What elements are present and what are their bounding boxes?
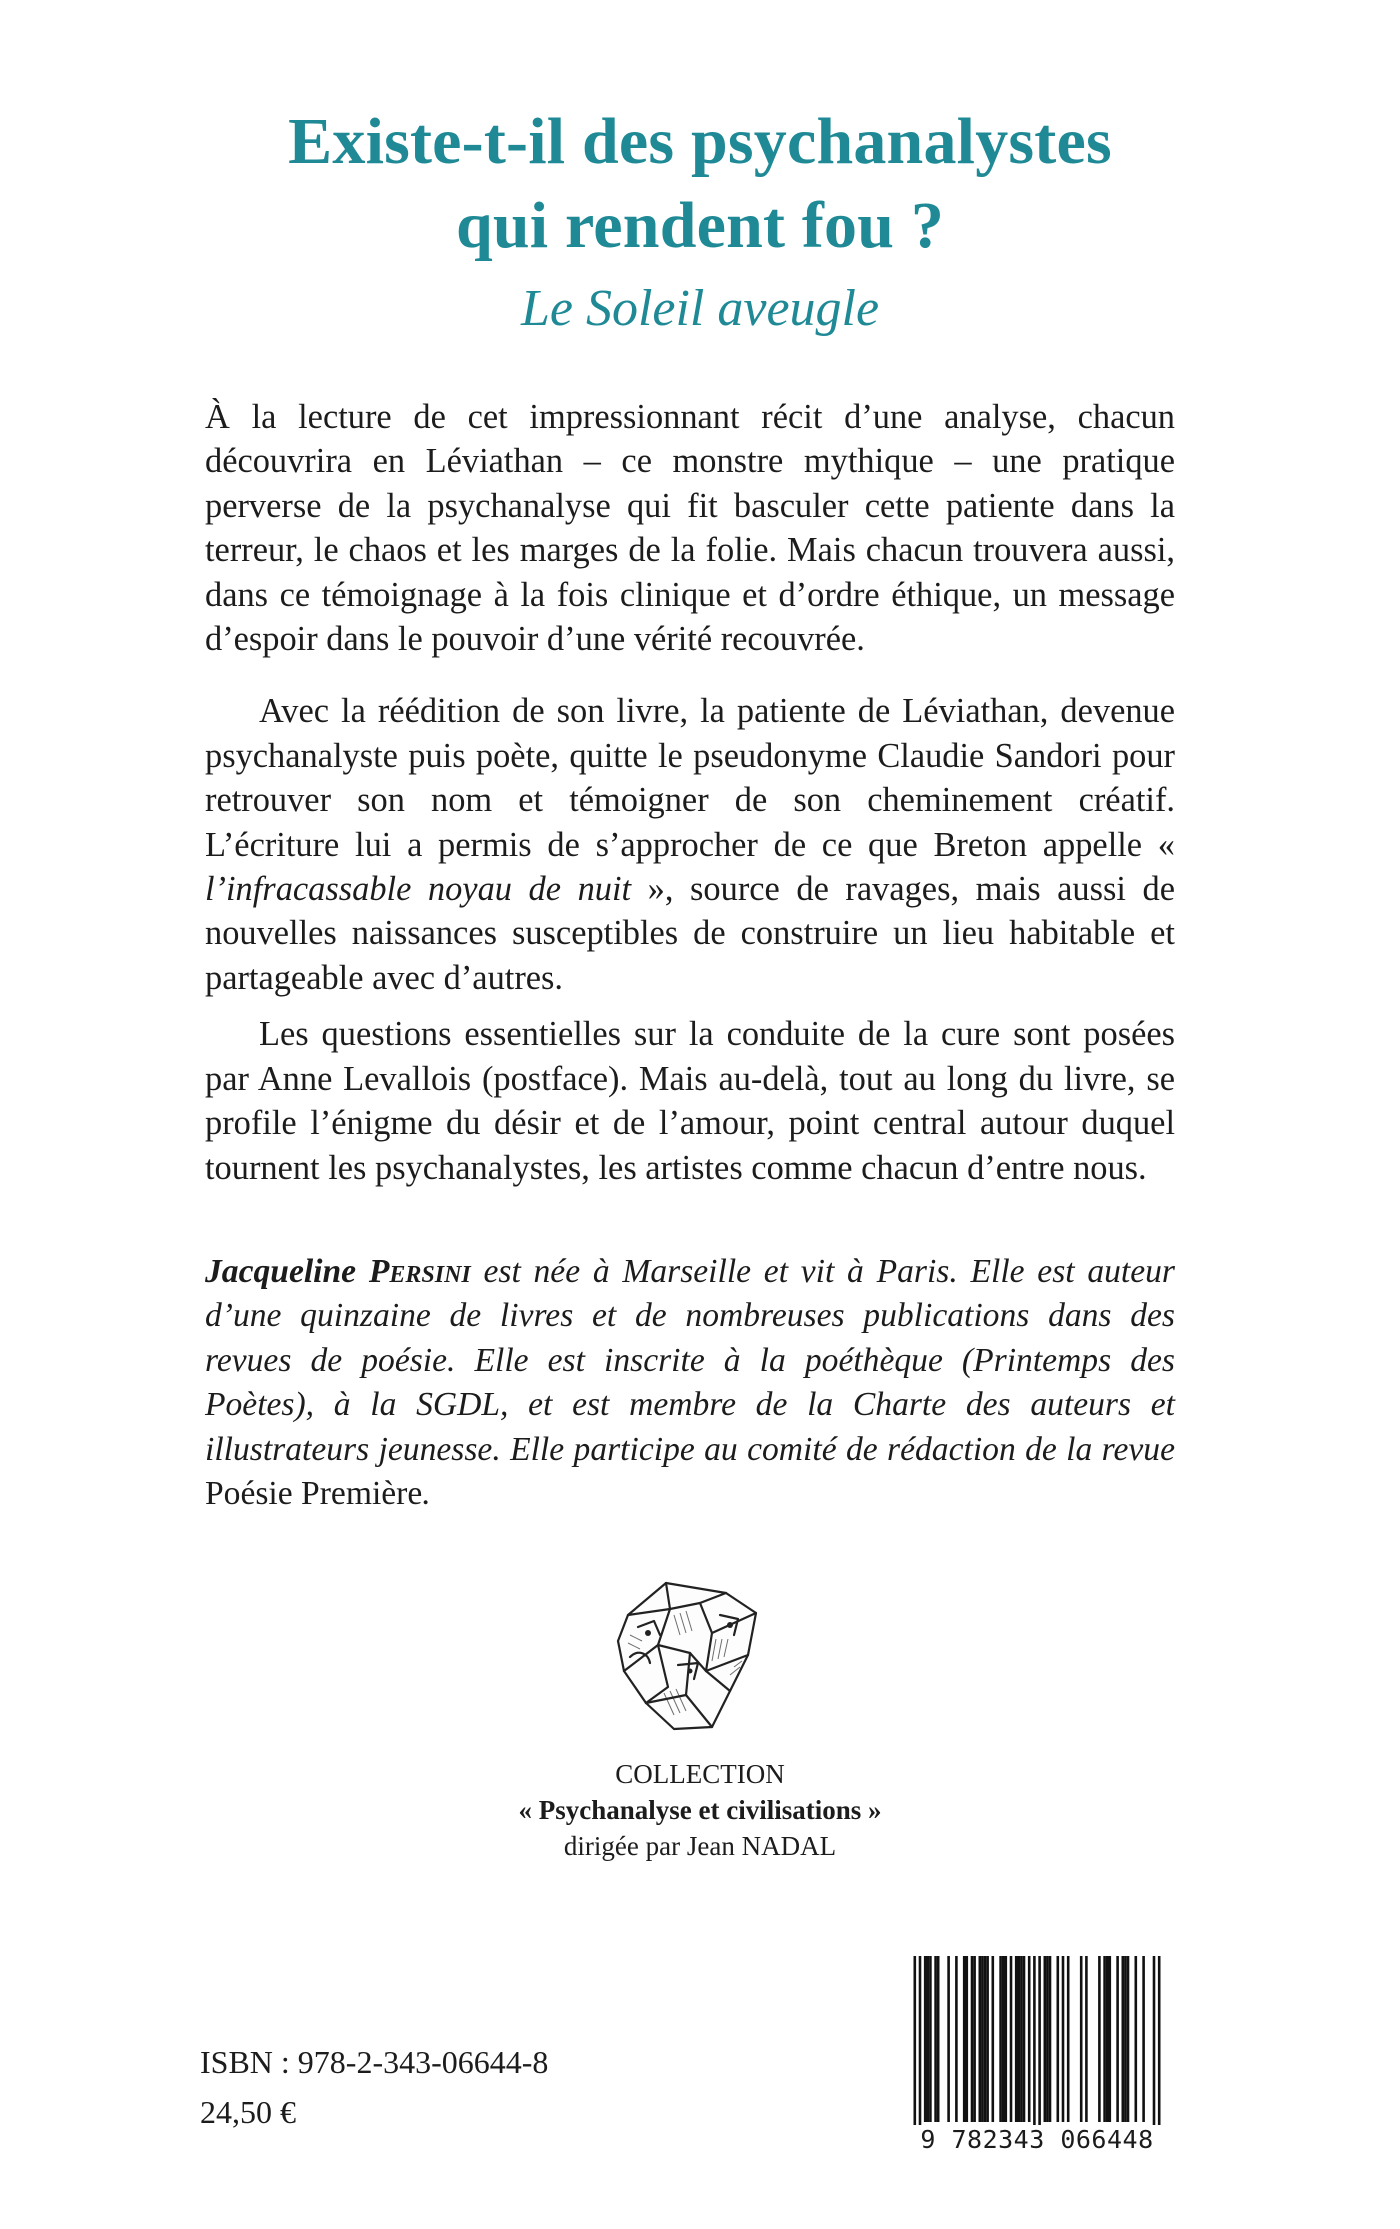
collection-info xyxy=(400,1756,1000,1864)
barcode-bar xyxy=(1023,1956,1026,2122)
barcode-bar xyxy=(1062,1956,1065,2122)
barcode-bar xyxy=(947,1956,950,2122)
author-first-name: Jacqueline xyxy=(205,1253,357,1290)
barcode-bar xyxy=(1106,1956,1109,2122)
barcode-bar xyxy=(973,1956,976,2122)
barcode-bar xyxy=(963,1956,966,2122)
barcode-bar xyxy=(986,1956,989,2122)
barcode-bar xyxy=(1103,1956,1106,2122)
collection-director: dirigée par Jean NADAL xyxy=(563,1831,837,1861)
journal-name: Poésie Première xyxy=(205,1475,423,1513)
barcode-bar xyxy=(1067,1956,1070,2122)
barcode-bar xyxy=(979,1956,982,2122)
barcode-bar xyxy=(1038,1956,1041,2134)
barcode-bar xyxy=(1085,1956,1088,2122)
barcode-bar xyxy=(929,1956,932,2122)
barcode-bar xyxy=(1135,1956,1138,2122)
price-text: 24,50 € xyxy=(200,2094,296,2130)
barcode-bar xyxy=(999,1956,1002,2122)
barcode-bar xyxy=(1044,1956,1047,2122)
barcode-bar xyxy=(1033,1956,1036,2134)
barcode-bar xyxy=(927,1956,930,2122)
barcode-bar xyxy=(971,1956,974,2122)
barcode-bar xyxy=(1049,1956,1052,2122)
barcode-bar xyxy=(1028,1956,1031,2122)
barcode-bar xyxy=(1122,1956,1125,2122)
collection-label: COLLECTION xyxy=(615,1759,785,1789)
barcode-bar xyxy=(1098,1956,1101,2122)
barcode-bar xyxy=(919,1956,922,2134)
author-surname-initial: P xyxy=(368,1253,390,1290)
barcode-bar xyxy=(984,1956,987,2122)
barcode-bar xyxy=(955,1956,958,2122)
barcode-bar xyxy=(1010,1956,1013,2122)
blurb-paragraph-3: Les questions essentielles sur la conduite de la cure sont posées par Anne Levallois (postface). Mais au-delà, tout au long du livre, se profile l’énigme du désir et de l’amour, point central autour duquel tournent les psychanalystes, les artistes comme chacun d’entre nous. xyxy=(205,1015,1175,1187)
barcode-bar xyxy=(914,1956,917,2134)
barcode-bar xyxy=(1018,1956,1021,2122)
breton-quote: l’infracassable noyau de nuit xyxy=(205,870,632,909)
blurb-paragraph-2-part-2: », source de ravages, mais aussi de nouvelles naissances susceptibles de construire un lieu habitable et partageable avec d’autres. xyxy=(205,870,1175,997)
barcode-digits: 9 782343 066448 xyxy=(900,2125,1174,2155)
blurb-text xyxy=(205,395,1175,1190)
barcode-bar xyxy=(1124,1956,1127,2122)
barcode-bar xyxy=(992,1956,995,2122)
barcode-bar xyxy=(1020,1956,1023,2122)
barcode-bar xyxy=(1127,1956,1130,2122)
book-title-line-2: qui rendent fou ? xyxy=(455,189,945,262)
author-bio-end: . xyxy=(422,1475,431,1513)
author-bio-text: est née à Marseille et vit à Paris. Elle est auteur d’une quinzaine de livres et de nombreuses publications dans des revues de poésie. Elle est inscrite à la poéthèque (Printemps des Poètes), à la SGDL, et est membre de la Charte des auteurs et illustrateurs jeunesse. Elle participe au comité de rédaction de la revue xyxy=(205,1253,1175,1468)
publisher-logo-icon xyxy=(608,1575,764,1735)
book-title-line-1: Existe-t-il des psychanalystes xyxy=(288,105,1112,178)
barcode-bar xyxy=(1015,1956,1018,2122)
blurb-paragraph-1: À la lecture de cet impressionnant récit d’une analyse, chacun découvrira en Léviathan – ce monstre mythique – une pratique perverse de la psychanalyse qui fit basculer cette patiente dans la terreur, le chaos et les marges de la folie. Mais chacun trouvera aussi, dans ce témoignage à la fois clinique et d’ordre éthique, un message d’espoir dans le pouvoir d’une vérité recouvrée. xyxy=(205,398,1175,659)
barcode-bar xyxy=(1116,1956,1119,2122)
barcode-bar xyxy=(924,1956,927,2122)
barcode-bar xyxy=(981,1956,984,2122)
barcode-bar xyxy=(934,1956,937,2122)
barcode-bar xyxy=(1153,1956,1156,2134)
blurb-paragraph-2-part-1: Avec la réédition de son livre, la patiente de Léviathan, devenue psychanalyste puis poète, quitte le pseudonyme Claudie Sandori pour retrouver son nom et témoigner de son cheminement créatif. L’écriture lui a permis de s’approcher de ce que Breton appelle « xyxy=(205,692,1175,864)
barcode-bar xyxy=(1080,1956,1083,2122)
author-bio xyxy=(205,1250,1175,1516)
barcode-bar xyxy=(1109,1956,1112,2122)
barcode-bar xyxy=(966,1956,969,2122)
barcode-bar xyxy=(1002,1956,1005,2122)
collection-series: « Psychanalyse et civilisations » xyxy=(518,1795,882,1825)
barcode-bar xyxy=(1057,1956,1060,2122)
barcode-bar xyxy=(1005,1956,1008,2122)
barcode-bar xyxy=(1158,1956,1161,2134)
title-block xyxy=(200,100,1200,344)
barcode-bar xyxy=(1142,1956,1145,2122)
blurb-paragraph-2 xyxy=(205,689,1175,1000)
isbn-text: ISBN : 978-2-343-06644-8 xyxy=(200,2044,549,2080)
author-surname-rest: ersini xyxy=(389,1253,471,1290)
barcode-bar xyxy=(1046,1956,1049,2122)
author-surname xyxy=(369,1253,471,1290)
book-subtitle: Le Soleil aveugle xyxy=(520,280,880,337)
barcode-bar xyxy=(937,1956,940,2122)
